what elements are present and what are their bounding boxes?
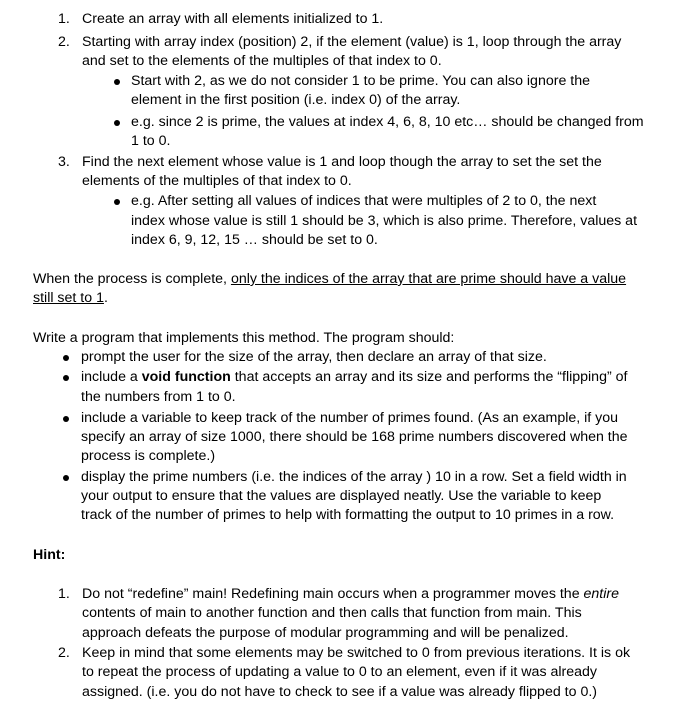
step-3-bullet-1-line-3: index 6, 9, 12, 15 … should be set to 0. [131, 232, 378, 248]
hint-1-number: 1. [58, 586, 70, 602]
requirement-1: prompt the user for the size of the array, then declare an array of that size. [81, 349, 547, 365]
hint-1-line-2: contents of main to another function and then calls that function from main. This [82, 605, 582, 621]
requirement-2-line-1 [81, 368, 627, 387]
bullet-icon [63, 416, 69, 422]
process-line-1 [33, 270, 626, 289]
bullet-icon [114, 120, 120, 126]
requirement-2-rest: that accepts an array and its size and performs the “flipping” of [230, 369, 628, 385]
step-2-bullet-1-line-2: element in the first position (i.e. index 0) of the array. [131, 92, 461, 108]
hint-2-line-1: Keep in mind that some elements may be switched to 0 from previous iterations. It is ok [82, 645, 631, 661]
requirement-4-line-3: track of the number of primes to help with formatting the output to 10 primes in a row. [81, 507, 615, 523]
requirement-3-line-1: include a variable to keep track of the number of primes found. (As an example, if you [81, 410, 619, 426]
step-1-text: Create an array with all elements initialized to 1. [82, 11, 384, 27]
process-end: . [103, 290, 108, 306]
requirement-2-line-2: the numbers from 1 to 0. [81, 389, 236, 405]
step-1-number: 1. [58, 11, 70, 27]
requirement-4-line-1: display the prime numbers (i.e. the indices of the array ) 10 in a row. Set a field width in [81, 469, 627, 485]
step-3-bullet-1-line-1: e.g. After setting all values of indices that were multiples of 2 to 0, the next [131, 193, 597, 209]
step-3-number: 3. [58, 154, 70, 170]
step-2-bullet-1-line-1: Start with 2, as we do not consider 1 to be prime. You can also ignore the [131, 73, 591, 89]
requirement-2-prefix: include a [81, 369, 142, 385]
process-line-2 [33, 289, 108, 308]
hint-2-number: 2. [58, 645, 70, 661]
step-3-line-2: elements of the multiples of that index to 0. [82, 173, 352, 189]
hint-1-italic: entire [583, 586, 620, 602]
process-prefix: When the process is complete, [33, 271, 231, 287]
hint-2-line-3: assigned. (i.e. you do not have to check to see if a value was already flipped to 0.) [82, 684, 597, 700]
requirement-4-line-2: your output to ensure that the values are displayed neatly. Use the variable to keep [81, 488, 602, 504]
bullet-icon [63, 475, 69, 481]
requirement-3-line-2: specify an array of size 1000, there should be 168 prime numbers discovered when the [81, 429, 628, 445]
step-2-line-2: and set to the elements of the multiples of that index to 0. [82, 53, 442, 69]
hint-1-text: Do not “redefine” main! Redefining main occurs when a programmer moves the [82, 586, 584, 602]
step-2-line-1: Starting with array index (position) 2, if the element (value) is 1, loop through the array [82, 34, 622, 50]
requirement-2-bold: void function [141, 369, 231, 385]
process-underlined-2: still set to 1 [33, 290, 104, 306]
bullet-icon [63, 355, 69, 361]
step-3-line-1: Find the next element whose value is 1 and loop though the array to set the set the [82, 154, 602, 170]
bullet-icon [114, 199, 120, 205]
bullet-icon [63, 375, 69, 381]
hint-1-line-3: approach defeats the purpose of modular programming and will be penalized. [82, 625, 569, 641]
requirement-3-line-3: process is complete.) [81, 448, 216, 464]
step-2-bullet-2-line-1: e.g. since 2 is prime, the values at index 4, 6, 8, 10 etc… should be changed from [131, 114, 644, 130]
step-2-bullet-2-line-2: 1 to 0. [131, 133, 171, 149]
step-3-bullet-1-line-2: index whose value is still 1 should be 3, which is also prime. Therefore, values at [131, 213, 638, 229]
hint-2-line-2: to repeat the process of updating a value to 0 to an element, even if it was already [82, 664, 598, 680]
program-intro: Write a program that implements this method. The program should: [33, 330, 455, 346]
process-underlined-1: only the indices of the array that are prime should have a value [230, 271, 627, 287]
step-2-number: 2. [58, 34, 70, 50]
bullet-icon [114, 79, 120, 85]
hint-label: Hint: [33, 547, 66, 563]
hint-1-line-1 [82, 585, 619, 604]
